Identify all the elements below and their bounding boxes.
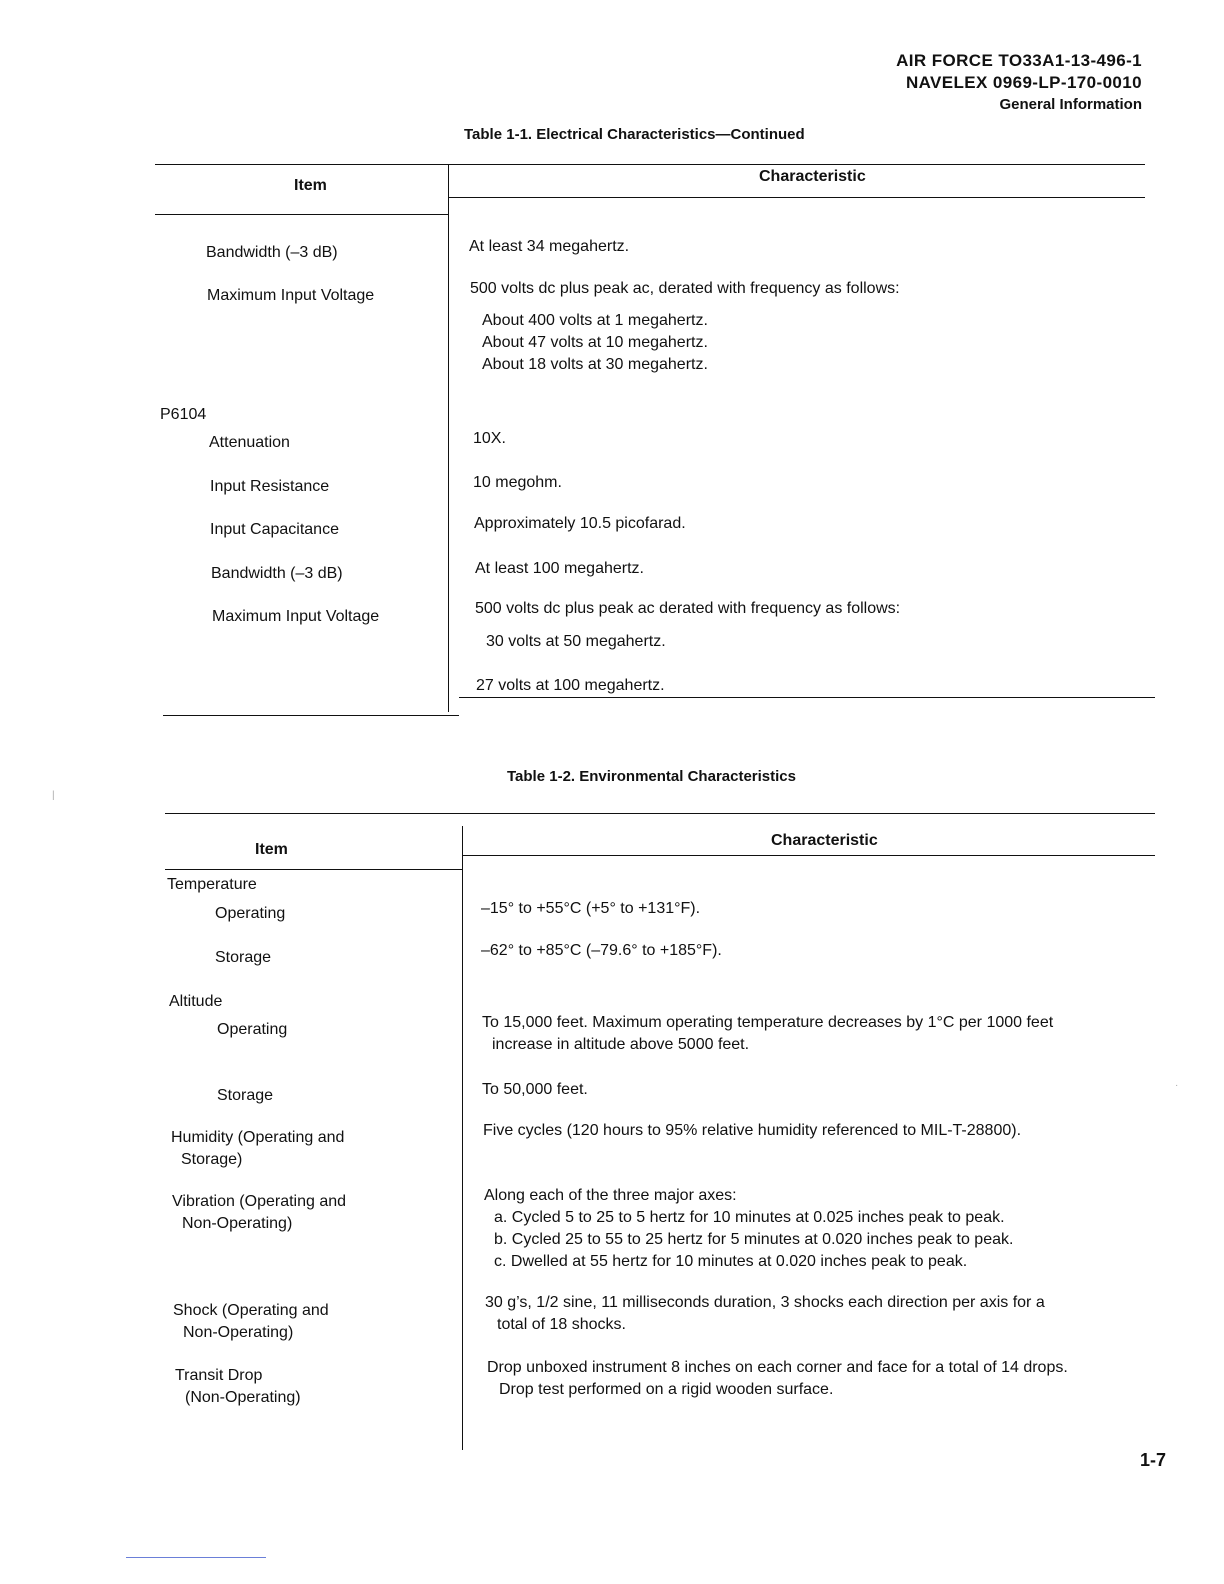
table1-characteristic: Approximately 10.5 picofarad. bbox=[474, 515, 686, 532]
table1-sub-line: 27 volts at 100 megahertz. bbox=[476, 677, 665, 694]
table2-item: Operating bbox=[215, 905, 286, 922]
table2-char-line: c. Dwelled at 55 hertz for 10 minutes at 0.020 inches peak to peak. bbox=[494, 1253, 968, 1270]
table2-char-line: a. Cycled 5 to 25 to 5 hertz for 10 minutes at 0.025 inches peak to peak. bbox=[494, 1209, 1005, 1226]
table1-header-rule-left bbox=[155, 214, 449, 215]
table2-header-rule-right bbox=[463, 855, 1155, 856]
table1-top-rule bbox=[155, 164, 1145, 165]
scan-speck: · bbox=[1175, 1080, 1179, 1091]
table2-item: Operating bbox=[217, 1021, 288, 1038]
table1-item: Input Resistance bbox=[210, 478, 330, 495]
scan-speck: | bbox=[52, 790, 55, 801]
table2-char-line: To 15,000 feet. Maximum operating temperature decreases by 1°C per 1000 feet bbox=[482, 1014, 1054, 1031]
table1-item-header: Item bbox=[294, 177, 327, 194]
table2-item-line: (Non-Operating) bbox=[185, 1389, 301, 1406]
table2-char-line: Drop unboxed instrument 8 inches on each corner and face for a total of 14 drops. bbox=[487, 1359, 1068, 1376]
header-air-force-number: AIR FORCE TO33A1-13-496-1 bbox=[896, 51, 1142, 70]
table2-char-line: increase in altitude above 5000 feet. bbox=[492, 1036, 750, 1053]
table2-characteristic-header: Characteristic bbox=[771, 832, 878, 849]
table1-sub-line: About 47 volts at 10 megahertz. bbox=[482, 334, 708, 351]
document-header bbox=[896, 50, 1142, 116]
table2-char-line: Drop test performed on a rigid wooden surface. bbox=[499, 1381, 834, 1398]
table1-item: Maximum Input Voltage bbox=[212, 608, 380, 625]
table1-characteristic: At least 100 megahertz. bbox=[475, 560, 644, 577]
table2-characteristic: –62° to +85°C (–79.6° to +185°F). bbox=[481, 942, 722, 959]
table1-item: Attenuation bbox=[209, 434, 290, 451]
table1-group-label: P6104 bbox=[160, 406, 207, 423]
table2-item-line: Non-Operating) bbox=[183, 1324, 294, 1341]
table1-item: Bandwidth (–3 dB) bbox=[206, 244, 338, 261]
table1-sub-line: 30 volts at 50 megahertz. bbox=[486, 633, 666, 650]
table2-item-line: Non-Operating) bbox=[182, 1215, 293, 1232]
table2-item-line: Shock (Operating and bbox=[173, 1302, 329, 1319]
table2-item-line: Humidity (Operating and bbox=[171, 1129, 345, 1146]
scan-artifact-line bbox=[126, 1557, 266, 1558]
table1-item: Bandwidth (–3 dB) bbox=[211, 565, 343, 582]
table1-characteristic: 10 megohm. bbox=[473, 474, 562, 491]
table1-column-divider bbox=[448, 164, 449, 712]
table1-sub-line: About 400 volts at 1 megahertz. bbox=[482, 312, 708, 329]
header-section: General Information bbox=[999, 96, 1142, 113]
table2-item bbox=[175, 1365, 301, 1409]
table2-char-line: Along each of the three major axes: bbox=[484, 1187, 737, 1204]
table2-top-rule bbox=[165, 813, 1155, 814]
table2-characteristic bbox=[484, 1185, 1013, 1273]
table2-characteristic: To 50,000 feet. bbox=[482, 1081, 588, 1098]
table2-item: Storage bbox=[217, 1087, 274, 1104]
table2-item bbox=[173, 1300, 329, 1344]
table1-characteristic: 10X. bbox=[473, 430, 506, 447]
table2-item-header: Item bbox=[255, 841, 288, 858]
header-navelex-number: NAVELEX 0969-LP-170-0010 bbox=[905, 73, 1142, 92]
table2-column-divider bbox=[462, 826, 463, 1450]
table2-item-line: Vibration (Operating and bbox=[172, 1193, 347, 1210]
table2-item-line: Storage) bbox=[181, 1151, 243, 1168]
table2-item: Storage bbox=[215, 949, 272, 966]
table2-char-line: 30 g’s, 1/2 sine, 11 milliseconds duration, 3 shocks each direction per axis for a bbox=[485, 1294, 1045, 1311]
table1-characteristic: 500 volts dc plus peak ac, derated with frequency as follows: bbox=[470, 280, 900, 297]
table2-group-label: Altitude bbox=[169, 993, 223, 1010]
table1-caption: Table 1-1. Electrical Characteristics—Continued bbox=[464, 126, 805, 143]
table2-characteristic bbox=[487, 1357, 1068, 1401]
table1-item: Maximum Input Voltage bbox=[207, 287, 375, 304]
table1-characteristic: 500 volts dc plus peak ac derated with frequency as follows: bbox=[475, 600, 901, 617]
table1-bottom-rule-left bbox=[163, 715, 459, 716]
table2-group-label: Temperature bbox=[167, 876, 257, 893]
table1-characteristic-sublist bbox=[482, 310, 708, 376]
table2-item-line: Transit Drop bbox=[175, 1367, 263, 1384]
table2-characteristic: –15° to +55°C (+5° to +131°F). bbox=[481, 900, 701, 917]
page-number: 1-7 bbox=[1139, 1450, 1166, 1470]
table2-caption: Table 1-2. Environmental Characteristics bbox=[507, 768, 796, 785]
table2-char-line: total of 18 shocks. bbox=[497, 1316, 626, 1333]
table1-bottom-rule-right bbox=[459, 697, 1155, 698]
table2-char-line: b. Cycled 25 to 55 to 25 hertz for 5 minutes at 0.020 inches peak to peak. bbox=[494, 1231, 1014, 1248]
table2-characteristic: Five cycles (120 hours to 95% relative humidity referenced to MIL-T-28800). bbox=[483, 1122, 1022, 1139]
table1-sub-line: About 18 volts at 30 megahertz. bbox=[482, 356, 708, 373]
table2-characteristic bbox=[482, 1012, 1053, 1056]
table1-item: Input Capacitance bbox=[210, 521, 339, 538]
table1-characteristic-header: Characteristic bbox=[759, 168, 866, 185]
table2-item bbox=[171, 1127, 344, 1171]
table2-characteristic bbox=[485, 1292, 1045, 1336]
table2-item bbox=[172, 1191, 346, 1235]
table1-characteristic: At least 34 megahertz. bbox=[469, 238, 630, 255]
table1-header-rule-right bbox=[449, 197, 1145, 198]
table2-header-rule-left bbox=[165, 869, 463, 870]
